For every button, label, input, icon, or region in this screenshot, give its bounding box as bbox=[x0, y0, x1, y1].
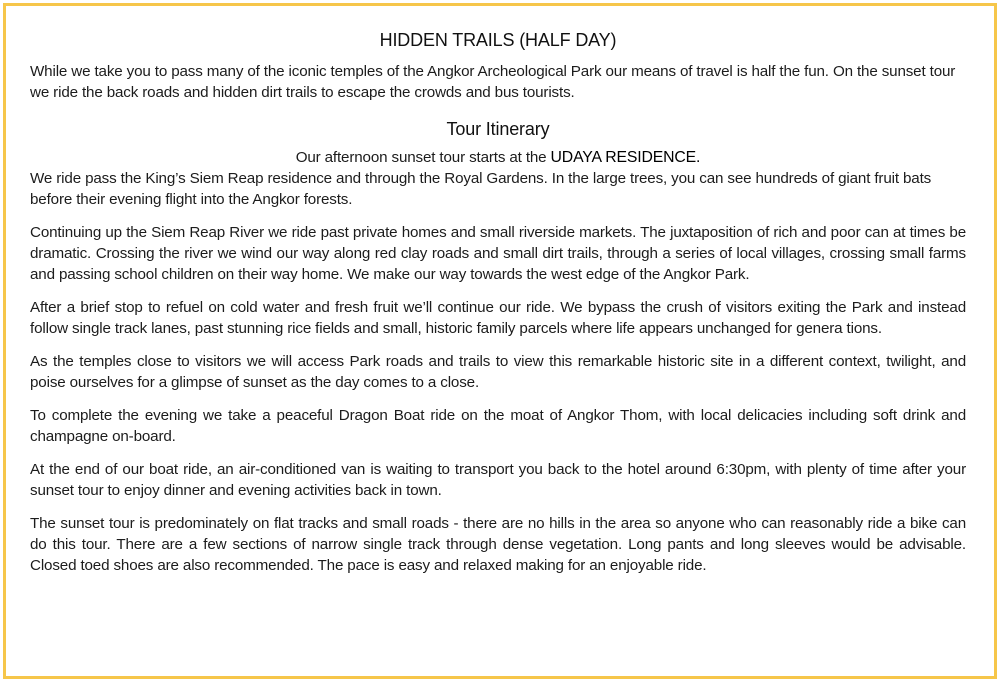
itinerary-paragraph-4: As the temples close to visitors we will access Park roads and trails to view this remarkable historic site in a different context, twilight, and poise ourselves for a glimpse of sunset as the day comes to a close. bbox=[30, 353, 966, 391]
intro-paragraph: While we take you to pass many of the iconic temples of the Angkor Archeological Park our means of travel is half the fun. On the sunset tour we ride the back roads and hidden dirt trails to escape the crowds and bus tourists. bbox=[30, 63, 956, 101]
itinerary-start-line bbox=[30, 147, 966, 168]
start-text: Our afternoon sunset tour starts at the bbox=[295, 149, 551, 166]
itinerary-paragraph-5: To complete the evening we take a peaceful Dragon Boat ride on the moat of Angkor Thom, with local delicacies including soft drink and champagne on-board. bbox=[30, 407, 966, 445]
itinerary-heading: Tour Itinerary bbox=[446, 119, 550, 139]
itinerary-paragraph-2: Continuing up the Siem Reap River we ride past private homes and small riverside markets. The juxtaposition of rich and poor can at times be dramatic. Crossing the river we wind our way along red clay roads and small dirt trails, through a series of local villages, crossing small farms and passing school children on their way home. We make our way towards the west edge of the Angkor Park. bbox=[30, 224, 966, 283]
itinerary-paragraph-3: After a brief stop to refuel on cold water and fresh fruit we’ll continue our ride. We bypass the crush of visitors exiting the Park and instead follow single track lanes, past stunning rice fields and small, historic family parcels where life appears unchanged for genera tions. bbox=[30, 299, 966, 337]
start-venue: UDAYA RESIDENCE. bbox=[550, 149, 701, 166]
itinerary-paragraph-6: At the end of our boat ride, an air-conditioned van is waiting to transport you back to the hotel around 6:30pm, with plenty of time after your sunset tour to enjoy dinner and evening activities back in town. bbox=[30, 461, 966, 499]
document-body bbox=[30, 28, 966, 588]
itinerary-paragraph-1: We ride pass the King’s Siem Reap residence and through the Royal Gardens. In the large trees, you can see hundreds of giant fruit bats before their evening flight into the Angkor forests. bbox=[30, 170, 932, 208]
page-title: HIDDEN TRAILS (HALF DAY) bbox=[379, 30, 617, 50]
itinerary-paragraph-7: The sunset tour is predominately on flat tracks and small roads - there are no hills in the area so anyone who can reasonably ride a bike can do this tour. There are a few sections of narrow single track through dense vegetation. Long pants and long sleeves would be advisable. Closed toed shoes are also recommended. The pace is easy and relaxed making for an enjoyable ride. bbox=[30, 515, 966, 574]
